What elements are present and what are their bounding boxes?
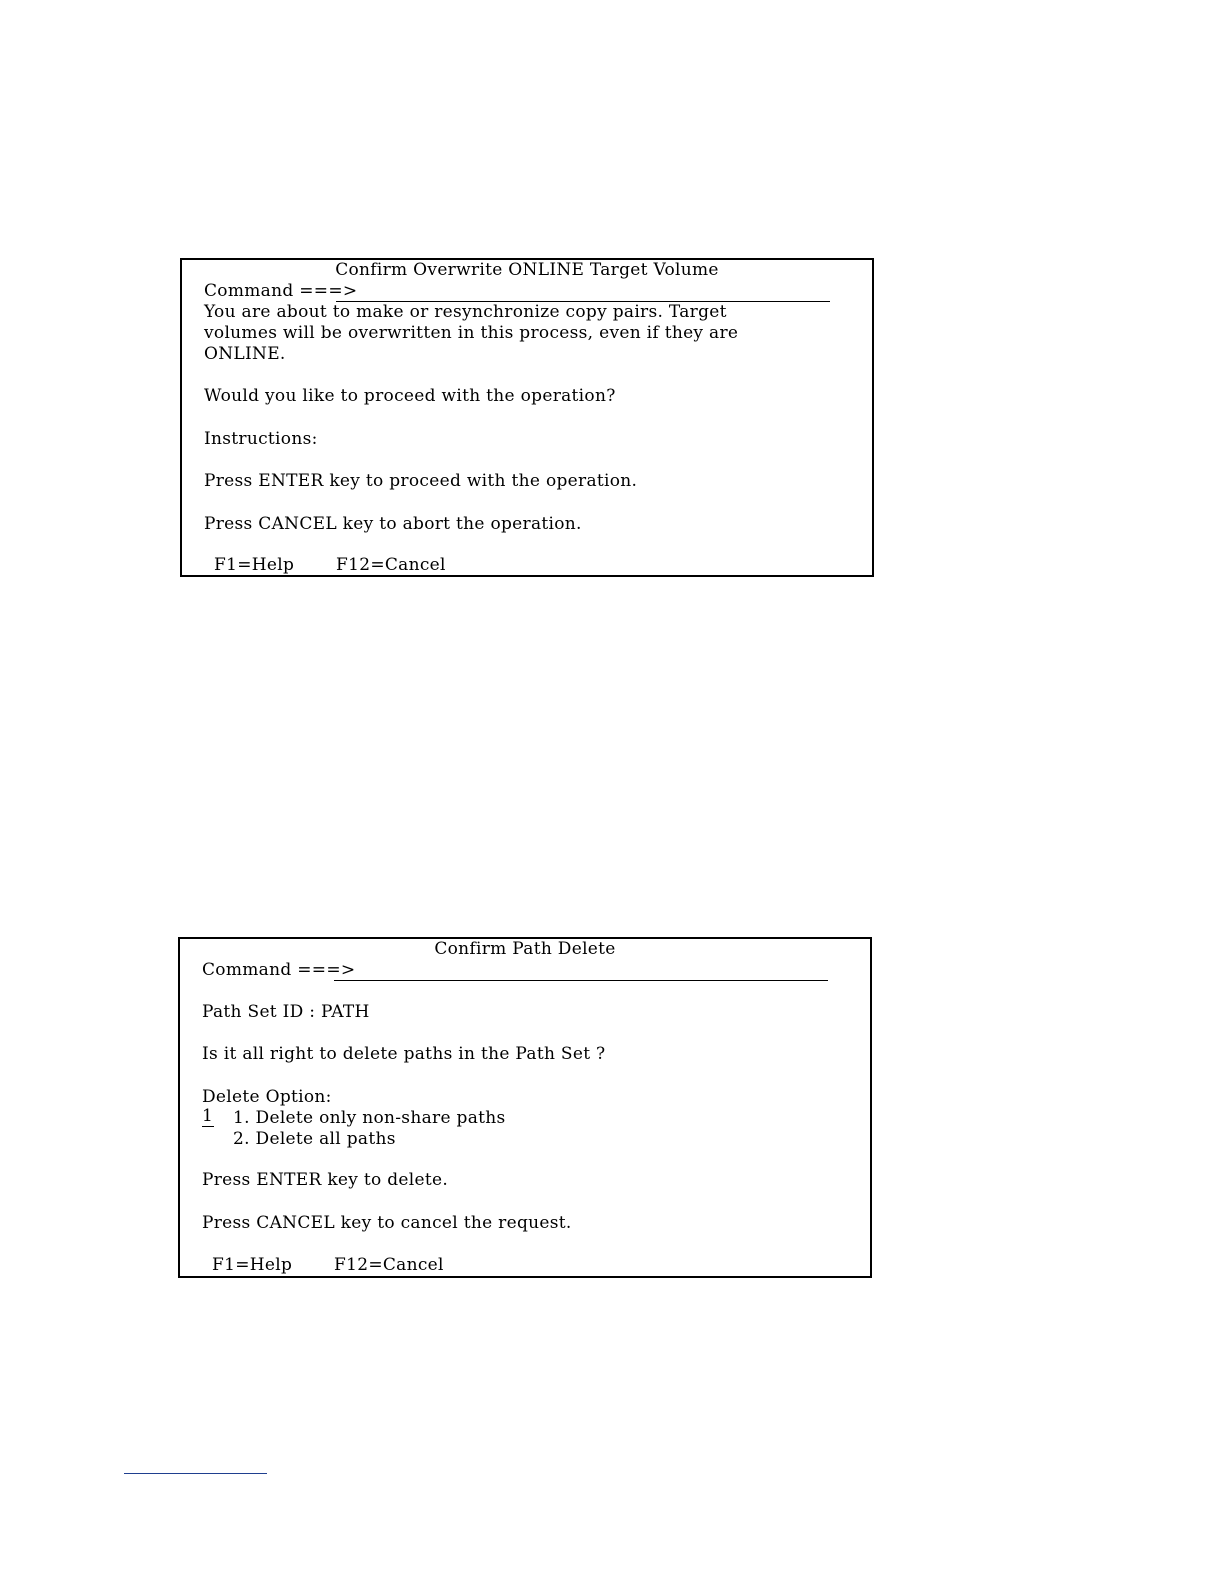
cancel-instruction: Press CANCEL key to cancel the request. bbox=[202, 1213, 572, 1233]
footnote-separator bbox=[124, 1473, 267, 1474]
delete-option-2: 2. Delete all paths bbox=[233, 1129, 396, 1149]
confirm-path-delete-panel bbox=[178, 937, 872, 1278]
f12-cancel-key[interactable]: F12=Cancel bbox=[334, 1255, 444, 1275]
delete-question: Is it all right to delete paths in the Path Set ? bbox=[202, 1044, 606, 1064]
delete-option-label: Delete Option: bbox=[202, 1087, 332, 1107]
message-line-1: You are about to make or resynchronize copy pairs. Target bbox=[204, 302, 727, 322]
delete-option-1: 1. Delete only non-share paths bbox=[233, 1108, 506, 1128]
confirm-overwrite-panel bbox=[180, 258, 874, 577]
confirm-question: Would you like to proceed with the operation? bbox=[204, 386, 616, 406]
f1-help-key[interactable]: F1=Help bbox=[214, 555, 295, 575]
command-label: Command ===> bbox=[202, 960, 356, 980]
command-input[interactable] bbox=[336, 283, 830, 302]
enter-instruction: Press ENTER key to delete. bbox=[202, 1170, 449, 1190]
message-line-2: volumes will be overwritten in this process, even if they are bbox=[204, 323, 739, 343]
command-label: Command ===> bbox=[204, 281, 358, 301]
message-line-3: ONLINE. bbox=[204, 344, 286, 364]
panel-title: Confirm Path Delete bbox=[434, 939, 616, 959]
panel-title: Confirm Overwrite ONLINE Target Volume bbox=[335, 260, 719, 280]
command-input[interactable] bbox=[334, 962, 828, 981]
delete-option-field[interactable] bbox=[202, 1107, 214, 1127]
enter-instruction: Press ENTER key to proceed with the operation. bbox=[204, 471, 638, 491]
instructions-label: Instructions: bbox=[204, 429, 318, 449]
f1-help-key[interactable]: F1=Help bbox=[212, 1255, 293, 1275]
f12-cancel-key[interactable]: F12=Cancel bbox=[336, 555, 446, 575]
path-set-id: Path Set ID : PATH bbox=[202, 1002, 370, 1022]
cancel-instruction: Press CANCEL key to abort the operation. bbox=[204, 514, 582, 534]
